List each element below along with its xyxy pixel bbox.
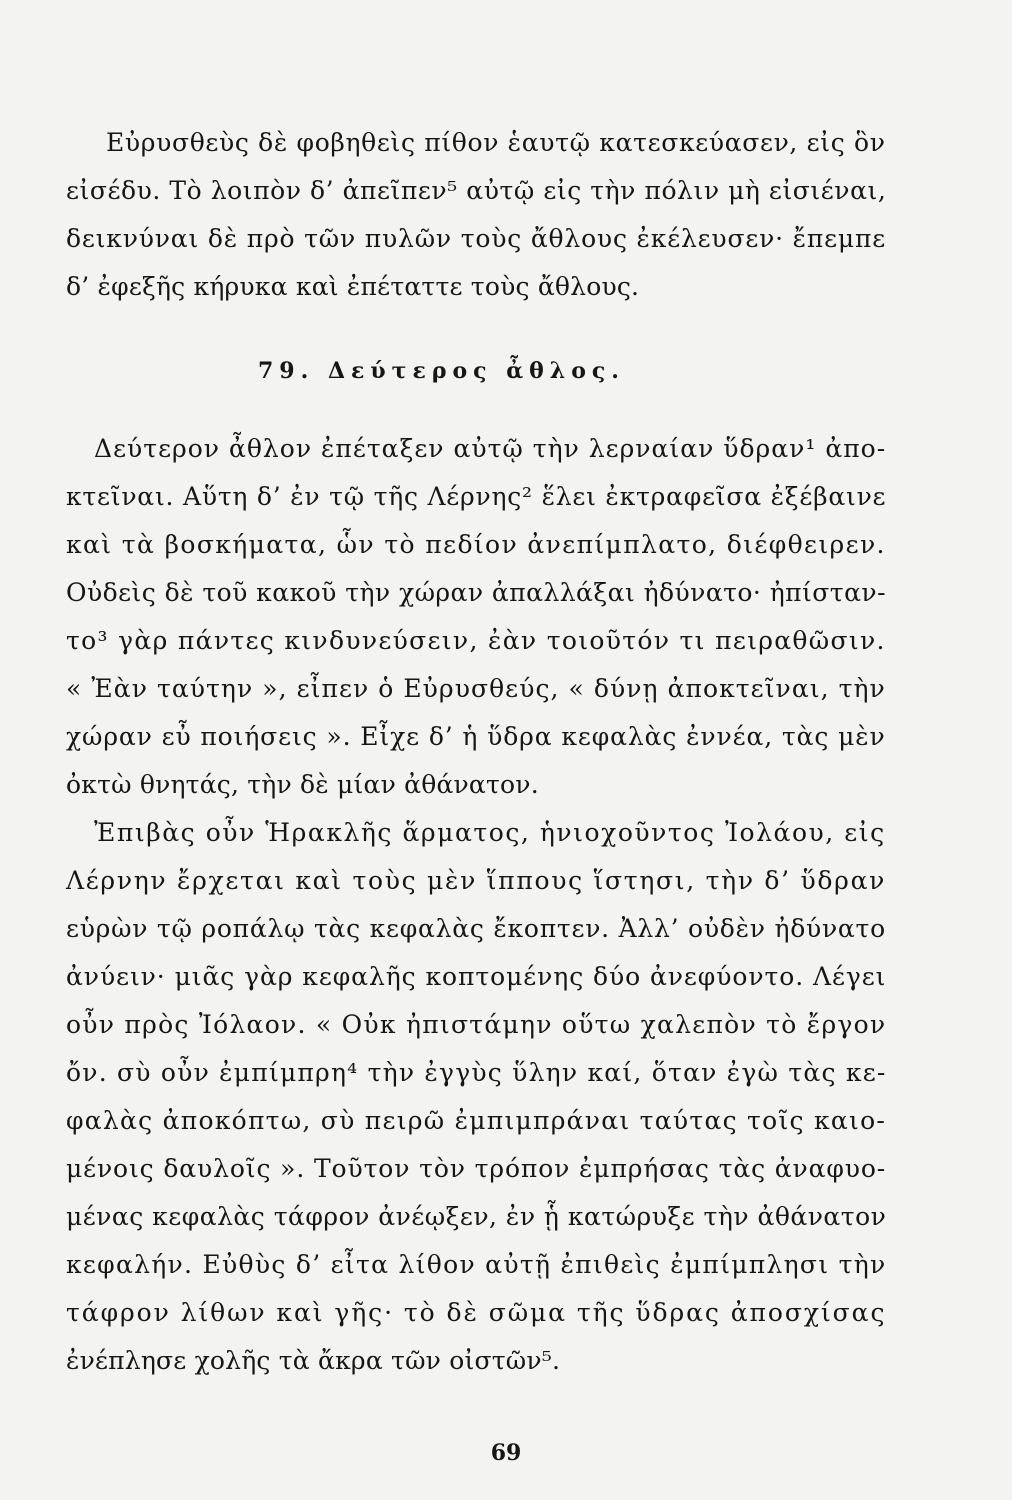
paragraph-3-line-10: κεφαλήν. Εὐθὺς δ’ εἶτα λίθον αὐτῇ ἐπιθεὶς ἐμπίμπλησι τὴν bbox=[66, 1250, 887, 1279]
paragraph-3-line-6: ὄν. σὺ οὖν ἐμπίμπρη⁴ τὴν ἐγγὺς ὕλην καί, ὅταν ἐγὼ τὰς κε- bbox=[66, 1058, 887, 1087]
paragraph-1-line-4: δ’ ἐφεξῆς κήρυκα καὶ ἐπέταττε τοὺς ἄθλους. bbox=[66, 272, 640, 301]
paragraph-3-line-4: ἀνύειν· μιᾶς γὰρ κεφαλῆς κοπτομένης δύο ἀνεφύοντο. Λέγει bbox=[66, 962, 887, 991]
paragraph-2-line-3: καὶ τὰ βοσκήματα, ὧν τὸ πεδίον ἀνεπίμπλατο, διέφθειρεν. bbox=[66, 530, 886, 559]
paragraph-3-line-2: Λέρνην ἔρχεται καὶ τοὺς μὲν ἵππους ἵστησι, τὴν δ’ ὕδραν bbox=[66, 866, 887, 895]
paragraph-2-line-2: κτεῖναι. Αὕτη δ’ ἐν τῷ τῆς Λέρνης² ἕλει ἐκτραφεῖσα ἐξέβαινε bbox=[66, 482, 887, 511]
paragraph-1-line-2: εἰσέδυ. Τὸ λοιπὸν δ’ ἀπεῖπεν⁵ αὐτῷ εἰς τὴν πόλιν μὴ εἰσιέναι, bbox=[66, 176, 887, 205]
paragraph-3-line-3: εὑρὼν τῷ ροπάλῳ τὰς κεφαλὰς ἔκοπτεν. Ἀλλ’ οὐδὲν ἠδύνατο bbox=[66, 914, 886, 943]
paragraph-2-line-7: χώραν εὖ ποιήσεις ». Εἶχε δ’ ἡ ὕδρα κεφαλὰς ἐννέα, τὰς μὲν bbox=[66, 722, 886, 751]
paragraph-2-line-6: « Ἐὰν ταύτην », εἶπεν ὁ Εὐρυσθεύς, « δύνῃ ἀποκτεῖναι, τὴν bbox=[66, 674, 886, 703]
paragraph-3-line-9: μένας κεφαλὰς τάφρον ἀνέῳξεν, ἐν ᾗ κατώρυξε τὴν ἀθάνατον bbox=[66, 1202, 887, 1231]
paragraph-2-line-8: ὀκτὼ θνητάς, τὴν δὲ μίαν ἀθάνατον. bbox=[66, 770, 539, 799]
paragraph-3-line-12: ἐνέπλησε χολῆς τὰ ἄκρα τῶν οἰστῶν⁵. bbox=[66, 1346, 561, 1375]
paragraph-3-line-1: Ἐπιβὰς οὖν Ἡρακλῆς ἅρματος, ἡνιοχοῦντος Ἰολάου, εἰς bbox=[94, 818, 886, 847]
paragraph-3-line-7: φαλὰς ἀποκόπτω, σὺ πειρῶ ἐμπιμπράναι ταύτας τοῖς καιο- bbox=[66, 1106, 887, 1135]
paragraph-3-line-5: οὖν πρὸς Ἰόλαον. « Οὐκ ἠπιστάμην οὕτω χαλεπὸν τὸ ἔργον bbox=[66, 1010, 887, 1039]
paragraph-1-line-3: δεικνύναι δὲ πρὸ τῶν πυλῶν τοὺς ἄθλους ἐκέλευσεν· ἔπεμπε bbox=[66, 224, 887, 253]
paragraph-3-line-8: μένοις δαυλοῖς ». Τοῦτον τὸν τρόπον ἐμπρήσας τὰς ἀναφυο- bbox=[66, 1154, 887, 1183]
paragraph-1-line-1: Εὐρυσθεὺς δὲ φοβηθεὶς πίθον ἑαυτῷ κατεσκεύασεν, εἰς ὃν bbox=[106, 128, 886, 157]
section-title: Δεύτερος ἆθλος. bbox=[327, 358, 625, 384]
page-number: 69 bbox=[490, 1440, 522, 1466]
section-number: 79. bbox=[258, 358, 315, 384]
paragraph-2-line-5: το³ γὰρ πάντες κινδυνεύσειν, ἐὰν τοιοῦτόν τι πειραθῶσιν. bbox=[66, 626, 886, 655]
paragraph-2-line-4: Οὐδεὶς δὲ τοῦ κακοῦ τὴν χώραν ἀπαλλάξαι ἠδύνατο· ἠπίσταν- bbox=[66, 578, 886, 607]
paragraph-3-line-11: τάφρον λίθων καὶ γῆς· τὸ δὲ σῶμα τῆς ὕδρας ἀποσχίσας bbox=[66, 1298, 887, 1327]
paragraph-2-line-1: Δεύτερον ἆθλον ἐπέταξεν αὐτῷ τὴν λερναίαν ὕδραν¹ ἀπο- bbox=[94, 434, 887, 463]
section-heading bbox=[258, 358, 625, 384]
